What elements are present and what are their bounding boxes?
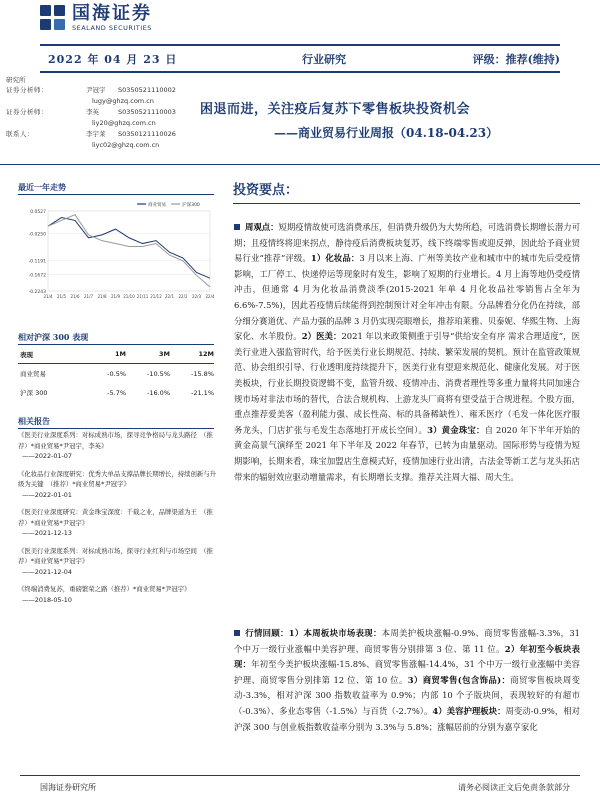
analyst-entry	[6, 129, 186, 151]
analyst-info	[6, 75, 186, 151]
gold-jewelry-label: 3）黄金珠宝：	[427, 424, 485, 435]
series-line-commerce-trade	[48, 218, 210, 279]
analyst-email[interactable]: liyc02@ghzq.com.cn	[92, 141, 160, 149]
x-tick-label: 22/2	[178, 294, 188, 299]
logo-mark-icon	[40, 5, 66, 31]
retail-label: 3）商贸零售(包含饰品)：	[407, 674, 511, 685]
table-cell: -21.1%	[191, 388, 214, 397]
reports-section-rule	[18, 428, 214, 429]
analyst-cert: S0350121110026	[118, 130, 176, 138]
table-cell: -15.8%	[191, 369, 214, 378]
analyst-name: 李英	[86, 108, 99, 116]
medical-beauty-text: 2021 年以来政策侧重于引导“供给安全有序 需求合理适度”，医美行业进入强监管时代，给予医美行业长期规范、持续、繁荣发展的契机。预计在监管政策规范、协会组织引导、行业透明度持续提升下，医美行业有望迎来规范化、健康化发展。对于医美板块，行业长期投资逻辑不变，监管升级、疫情冲击、消费者理性等多重力量将共同加速合规市场对非法市场的替代，合法合规机构、上游龙头厂商将有望受益于合规进程。个股方面，重点推荐爱美客（盈利能力强、成长性高、标的具备稀缺性）、雍禾医疗（毛发一体化医疗服务龙头，门店扩张与毛发生态落地打开成长空间）。	[234, 331, 581, 435]
report-date: ——2022-01-07	[22, 452, 72, 460]
report-link[interactable]: 《医美行业深度研究：黄金珠宝深度：千载之业，品牌渠道为王 （推荐）*商业贸易*尹冠宇》	[18, 508, 213, 527]
table-cell: -5.7%	[107, 388, 126, 397]
report-type: 行业研究	[302, 53, 346, 66]
table-header-row	[18, 345, 214, 364]
y-tick-label: -0.0250	[28, 232, 46, 238]
weekly-view-text: 短期疫情故使可选消费承压，但消费升级仍为大势所趋，可选消费长期增长潜力可期；且疫情终将迎来拐点，静待疫后消费板块复苏，线下终端零售或迎反弹，因此给予商业贸易行业“推荐”评级。	[234, 222, 580, 264]
gold-jewelry-text: 自 2020 年下半年开始的黄金高景气演绎至 2021 年下半年及 2022 年春节，已转为由量驱动。国际形势与疫情为短期影响，长期来看，珠宝加盟店生意模式好，疫情加速行业出清，古法金等新工艺与龙头拓店带来的辐射效应驱动增量需求，有长期增长支撑。推荐关注周大福、周大生。	[234, 424, 581, 482]
footer-rule	[20, 775, 580, 776]
key-points-rule	[233, 203, 580, 204]
y-tick-label: -0.1672	[28, 273, 46, 279]
cosmetics-label: 1）化妆品：	[310, 253, 360, 264]
series-line-csi300	[48, 215, 210, 287]
legend-label: 商业贸易	[148, 203, 167, 208]
trend-chart-svg	[18, 195, 214, 307]
x-tick-label: 21/10	[123, 294, 135, 299]
trend-chart	[18, 195, 214, 307]
y-tick-label: -0.2243	[28, 290, 46, 295]
report-rating: 评级：推荐(维持)	[472, 53, 560, 66]
analyst-cert: S0350521110002	[118, 86, 176, 94]
analyst-label: 联系人：	[6, 130, 34, 138]
footer-disclaimer: 请务必阅读正文后免责条款部分	[458, 783, 570, 792]
perf-section-title: 相对沪深 300 表现	[18, 332, 89, 342]
table-header-cell: 1M	[115, 350, 126, 358]
market-review-label: 行情回顾：	[245, 628, 289, 638]
analyst-email[interactable]: liy20@ghzq.com.cn	[92, 119, 156, 127]
analyst-entry	[6, 85, 186, 107]
header-rule-top	[40, 44, 560, 46]
y-tick-label: 0.0527	[30, 210, 46, 215]
weekly-view-label: 周观点：	[245, 222, 279, 232]
analyst-email[interactable]: lugy@ghzq.com.cn	[92, 97, 154, 105]
key-points-heading: 投资要点：	[233, 183, 299, 198]
plot-frame	[48, 211, 210, 291]
weekly-performance-text: 本周美护板块涨幅-0.9%、商贸零售涨幅-3.3%，31 个中万一级行业涨幅中美容护理、商贸零售分别排第 3 位、第 11 位。	[234, 628, 581, 654]
x-tick-label: 21/11	[136, 294, 149, 299]
header-rule-bottom	[40, 71, 560, 73]
analyst-cert: S0350521110003	[118, 108, 176, 116]
y-tick-label: -0.1191	[28, 259, 46, 265]
weekly-performance-label: 1）本周板块市场表现：	[288, 628, 382, 638]
ytd-performance-label: 2）年初至今板块表现：	[234, 643, 580, 670]
x-tick-label: 22/1	[165, 294, 174, 299]
bullet-icon	[234, 630, 240, 636]
table-header-cell: 表现	[20, 350, 33, 359]
market-review-paragraph	[234, 626, 580, 735]
list-item[interactable]	[18, 584, 218, 605]
x-tick-label: 21/5	[57, 294, 66, 299]
logo-name-cn: 国海证券	[72, 3, 152, 24]
report-date: ——2022-01-01	[22, 490, 72, 499]
logo-name-en: SEALAND SECURITIES	[72, 24, 152, 32]
report-link[interactable]: 《医美行业深度系列：对标成熟市场，探寻行业红利与市场空间 （推荐）*商业贸易*尹冠宇》	[18, 546, 213, 565]
table-cell: 商业贸易	[20, 370, 46, 378]
footer-institute: 国海证券研究所	[40, 783, 96, 792]
report-title: 困退而进，关注疫后复苏下零售板块投资机会	[200, 102, 471, 117]
bullet-icon	[234, 224, 240, 230]
weekly-view-paragraph	[234, 220, 580, 485]
retail-text: 商贸零售板块周变动-3.3%，相对沪深 300 指数收益率为 0.9%；内部 10 个子版块间，表现较好的有超市（-0.3%）、多业态零售（-1.5%）与百货（-2.7%）。	[234, 674, 580, 716]
medical-beauty-label: 2）医美：	[301, 331, 342, 342]
analyst-heading: 研究所	[6, 76, 26, 84]
list-item[interactable]	[18, 507, 218, 539]
x-tick-label: 21/7	[84, 294, 93, 299]
cosmetics-text: 3 月以来上海、广州等美妆产业和城市中的城市先后受疫情影响，工厂停工、快递停运等现象时有发生，影响了短期的行业增长。4 月上海等地仍受疫情冲击，但通常 4 月为化妆品消费淡季(2015-2021 年单 4 月化妆品社零销售占全年为 6.6%-7.5%)，因此若疫情后续能得到控制预计对全年冲击有限。分品牌看分化仍在持续，部分细分赛道优、产品力强的品牌 3 月仍实现亮眼增长，推荐珀莱雅、贝泰妮、华熙生物、上海家化、水羊股份。	[234, 253, 581, 342]
ytd-performance-text: 年初至今美护板块涨幅-15.8%、商贸零售涨幅-14.4%，31 个中万一级行业涨幅中美容护理、商贸零售分别排第 12 位、第 10 位。	[234, 659, 581, 685]
list-item[interactable]	[18, 546, 218, 578]
x-tick-label: 21/4	[43, 294, 53, 299]
performance-table	[18, 345, 214, 402]
company-logo	[40, 4, 152, 32]
analyst-label: 证券分析师：	[6, 108, 48, 116]
table-header-cell: 12M	[198, 350, 214, 358]
table-cell: 沪深 300	[20, 389, 48, 397]
table-row	[18, 364, 214, 383]
table-row	[18, 383, 214, 402]
beauty-care-label: 4）美容护理板块：	[432, 705, 506, 716]
beauty-care-text: 周变动-0.9%，相对沪深 300 与创业板指数收益率分别为 3.3%与 5.8%；涨幅居前的分别为嘉亨家化	[234, 705, 580, 732]
analyst-name: 李宇莱	[86, 130, 106, 138]
report-date: ——2018-05-10	[22, 595, 72, 604]
report-date: 2022 年 04 月 23 日	[48, 53, 178, 66]
table-cell: -10.5%	[147, 369, 170, 378]
header-bar	[40, 50, 560, 68]
reports-section-title: 相关报告	[18, 416, 50, 426]
list-item[interactable]	[18, 469, 218, 501]
report-link[interactable]: 《化妆品行业深度研究：优秀大单品支撑品牌长期增长，持续创新与升级为关键 （推荐）*商业贸易*尹冠宇》	[18, 469, 217, 488]
related-reports-list	[18, 430, 218, 612]
x-tick-label: 21/6	[70, 294, 80, 299]
trend-section-title: 最近一年走势	[18, 182, 66, 192]
title-separator	[0, 164, 600, 165]
report-date: ——2021-12-04	[22, 567, 72, 576]
analyst-label: 证券分析师：	[6, 86, 48, 94]
report-link[interactable]: 《终端消费复苏，重磅繁荣之路（推荐）*商业贸易*尹冠宇》	[18, 585, 191, 593]
analyst-entry	[6, 107, 186, 129]
x-tick-label: 22/3	[192, 294, 201, 299]
x-tick-label: 21/9	[111, 294, 120, 299]
x-tick-label: 21/12	[150, 294, 162, 299]
x-tick-label: 21/8	[97, 294, 107, 299]
analyst-name: 尹冠宇	[86, 86, 106, 94]
report-date: ——2021-12-13	[22, 529, 72, 537]
report-link[interactable]: 《医美行业深度系列：对标成熟市场，探寻竞争格局与龙头路径 （推荐）*商业贸易*尹冠宇，李英》	[18, 431, 213, 450]
table-cell: -16.0%	[147, 388, 170, 397]
table-header-cell: 3M	[159, 350, 170, 358]
x-tick-label: 22/4	[205, 294, 214, 299]
report-subtitle: ——商业贸易行业周报（04.18-04.23）	[274, 126, 499, 140]
legend-label: 沪深300	[182, 203, 200, 208]
table-cell: -0.5%	[107, 369, 126, 378]
list-item[interactable]	[18, 430, 218, 462]
